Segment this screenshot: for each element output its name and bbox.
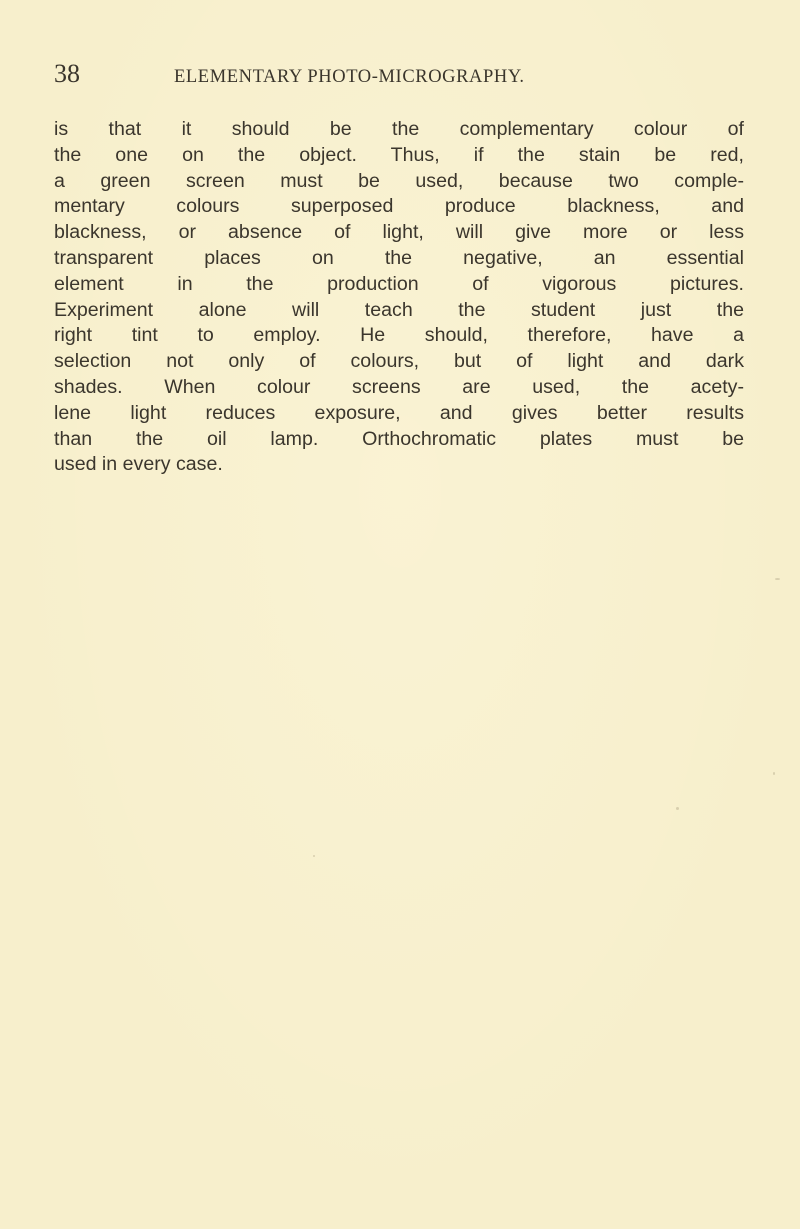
text-line: transparent places on the negative, an essential [54, 246, 744, 269]
text-line: Experiment alone will teach the student just the [54, 298, 744, 321]
running-title: ELEMENTARY PHOTO-MICROGRAPHY. [174, 67, 525, 87]
text-line: mentary colours superposed produce blackness, and [54, 195, 744, 218]
paper-speck [773, 772, 775, 775]
page-number: 38 [54, 59, 80, 88]
text-line: used in every case. [54, 453, 223, 476]
paper-speck [775, 578, 780, 580]
text-line: element in the production of vigorous pictures. [54, 272, 744, 295]
paper-speck [313, 855, 315, 857]
running-head [54, 58, 754, 98]
text-line: a green screen must be used, because two comple- [54, 169, 744, 192]
text-line: is that it should be the complementary colour of [54, 118, 744, 140]
text-line: shades. When colour screens are used, the acety- [54, 375, 744, 398]
text-line: blackness, or absence of light, will give more or less [54, 221, 744, 244]
text-line: lene light reduces exposure, and gives better results [54, 401, 744, 424]
text-line: than the oil lamp. Orthochromatic plates must be [54, 427, 744, 450]
body-paragraph [54, 117, 744, 478]
text-line: right tint to employ. He should, therefore, have a [54, 324, 744, 347]
text-line: the one on the object. Thus, if the stain be red, [54, 143, 744, 166]
paper-speck [676, 807, 679, 810]
text-line: selection not only of colours, but of light and dark [54, 350, 744, 373]
